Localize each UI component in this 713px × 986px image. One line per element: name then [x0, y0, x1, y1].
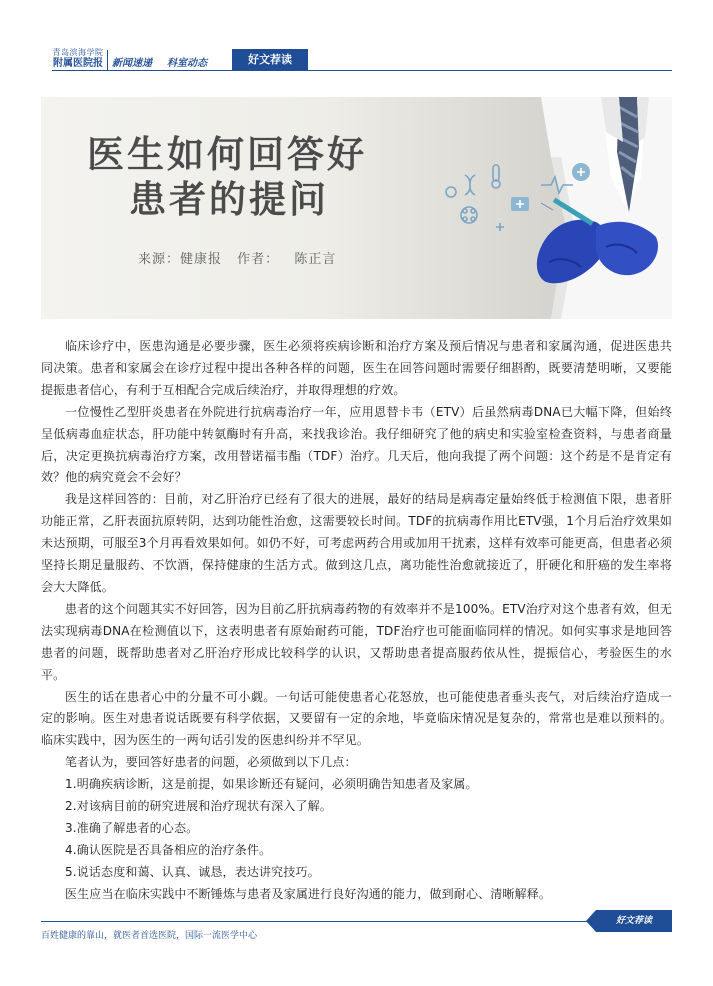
list-item: 2.对该病目前的研究进展和治疗现状有深入了解。 [65, 799, 332, 814]
paragraph: 临床诊疗中，医患沟通是必要步骤，医生必须将疾病诊断和治疗方案及预后情况与患者和家属沟通，促进医患共同决策。患者和家属会在诊疗过程中提出各种各样的问题，医生在回答问题时需要仔细斟酌，既要清楚明晰，又要能提振患者信心，有利于互相配合完成后续治疗，并取得理想的疗效。 [41, 339, 672, 397]
paragraph: 医生的话在患者心中的分量不可小觑。一句话可能使患者心花怒放，也可能使患者垂头丧气，对后续治疗造成一定的影响。医生对患者说话既要有科学依据，又要留有一定的余地，毕竟临床情况是复杂的，常常也是难以预料的。临床实践中，因为医生的一两句话引发的医患纠纷并不罕见。 [41, 689, 672, 748]
category-department[interactable]: 科室动态 [167, 58, 207, 69]
logo-line-1: 青岛滨海学院 [52, 48, 104, 57]
footer-slogan: 百姓健康的靠山，就医者首选医院，国际一流医学中心 [41, 931, 258, 941]
medical-kit-icon [511, 197, 529, 211]
footer-rule [41, 921, 601, 922]
author-label: 作者： [237, 252, 280, 267]
header-divider [107, 50, 108, 70]
newspaper-logo [52, 48, 104, 70]
category-news[interactable]: 新闻速递 [112, 58, 152, 69]
paragraph: 患者的这个问题其实不好回答，因为目前乙肝抗病毒药物的有效率并不是100%。ETV治疗对这个患者有效，但无法实现病毒DNA在检测值以下，这表明患者有原始耐药可能，TDF治疗也可能面临同样的情况。如何实事求是地回答患者的问题，既帮助患者对乙肝治疗形成比较科学的认识，又帮助患者提高服药依从性，提振信心，考验医生的水平。 [41, 601, 672, 682]
article-body [41, 336, 672, 906]
title-line-2: 患者的提问 [129, 178, 329, 221]
list-item: 3.准确了解患者的心态。 [65, 820, 199, 835]
list-item: 5.说话态度和蔼、认真、诚恳，表达讲究技巧。 [65, 864, 320, 879]
article-source [138, 248, 346, 267]
paragraph: 笔者认为，要回答好患者的问题，必须做到以下几点： [65, 755, 357, 770]
paragraph: 我是这样回答的：目前，对乙肝治疗已经有了很大的进展，最好的结局是病毒定量始终低于检测值下限，患者肝功能正常，乙肝表面抗原转阴，达到功能性治愈，这需要较长时间。TDF的抗病毒作用比ETV强，1个月后治疗效果如未达预期，可服至3个月再看效果如何。如仍不好，可考虑两药合用或加用干扰素，这样有效率可能更高，但患者必须坚持长期足量服药、不饮酒，保持健康的生活方式。做到这几点，离功能性治愈就接近了，肝硬化和肝癌的发生率将会大大降低。 [41, 492, 672, 594]
title-line-1: 医生如何回答好 [87, 133, 367, 176]
thermometer-icon [492, 165, 500, 188]
dna-icon [465, 175, 475, 195]
source-label: 来源：健康报 [138, 252, 223, 267]
section-tab[interactable]: 好文荐读 [232, 49, 308, 71]
list-item: 4.确认医院是否具备相应的治疗条件。 [65, 842, 272, 857]
header-rule [52, 70, 672, 71]
doctor-illustration [401, 97, 672, 319]
author-name: 陈正言 [294, 252, 337, 267]
paragraph: 一位慢性乙型肝炎患者在外院进行抗病毒治疗一年，应用恩替卡韦（ETV）后虽然病毒DNA已大幅下降，但始终呈低病毒血症状态，肝功能中转氨酶时有升高，来找我诊治。我仔细研究了他的病史和实验室检查资料，与患者商量后，决定更换抗病毒治疗方案，改用替诺福韦酯（TDF）治疗。几天后，他向我提了两个问题：这个药是不是肯定有效？他的病究竟会不会好？ [41, 404, 672, 485]
list-item: 1.明确疾病诊断，这是前提，如果诊断还有疑问，必须明确告知患者及家属。 [65, 777, 478, 792]
pills-icon [461, 207, 477, 223]
page-header [0, 0, 713, 80]
article-title [87, 132, 367, 222]
article-banner [41, 97, 672, 319]
plus-circle-icon [572, 163, 590, 181]
logo-line-2: 附属医院报 [53, 58, 103, 69]
closing-paragraph: 医生应当在临床实践中不断锤炼与患者及家属进行良好沟通的能力，做到耐心、清晰解释。 [65, 886, 552, 901]
footer-section-label: 好文荐读 [596, 910, 672, 932]
